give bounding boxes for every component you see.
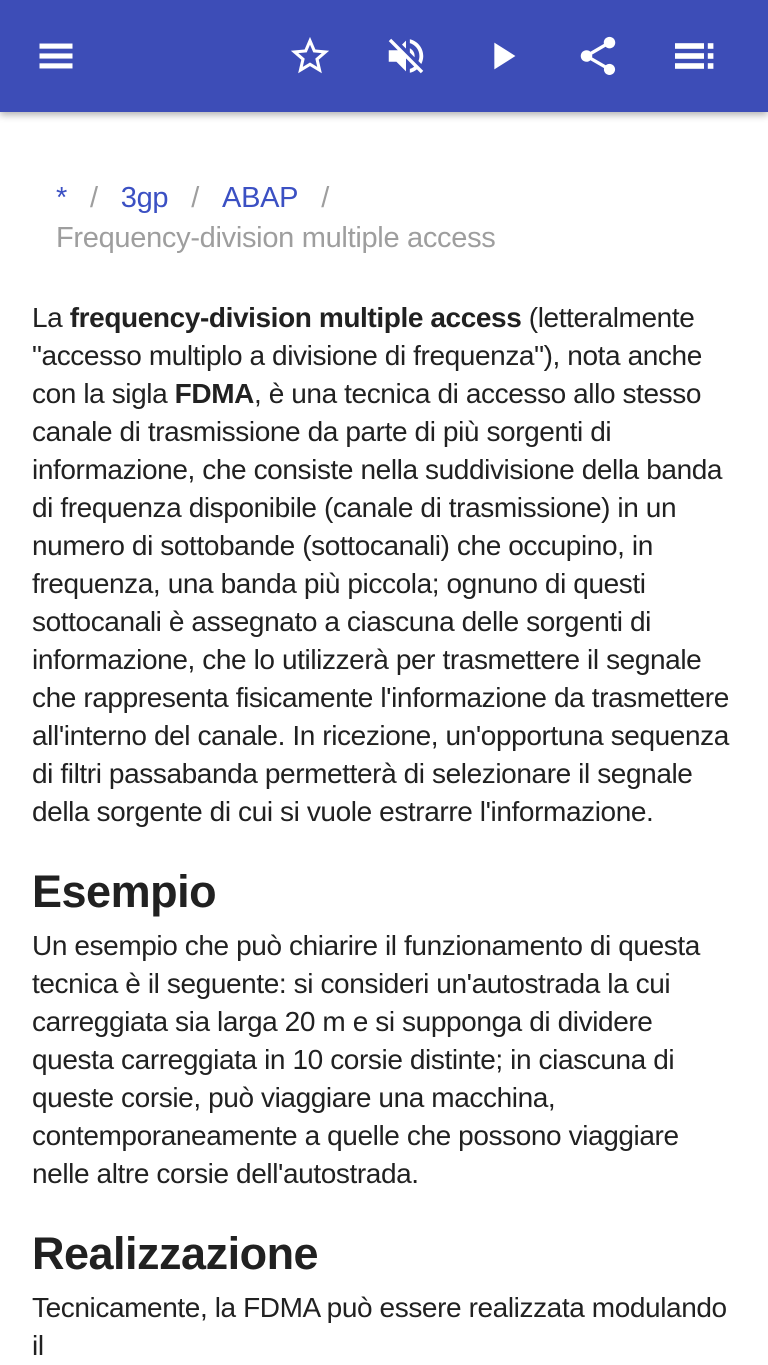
section-paragraph-realizzazione: Tecnicamente, la FDMA può essere realizzata modulando il [32,1292,727,1361]
menu-icon [34,34,78,78]
breadcrumb [56,182,738,215]
menu-button[interactable] [34,34,78,78]
text-run: La [32,302,70,333]
breadcrumb-separator: / [321,182,329,214]
section-paragraph-esempio: Un esempio che può chiarire il funzionamento di questa tecnica è il seguente: si consideri un'autostrada la cui carreggiata sia larga 20 m e si supponga di dividere questa carreggiata in 10 corsie distinte; in ciascuna di queste corsie, può viaggiare una macchina, contemporaneamente a quelle che possono viaggiare nelle altre corsie dell'autostrada. [32,930,700,1189]
reading-list-button[interactable] [672,34,716,78]
play-icon [479,33,525,79]
section-heading-realizzazione: Realizzazione [32,1228,319,1279]
bold-term: frequency-division multiple access [69,302,522,333]
play-button[interactable] [480,34,524,78]
breadcrumb-separator: / [90,182,98,214]
text-run: , è una tecnica di accesso allo stesso canale di trasmissione da parte di più sorgenti di informazione, che consiste nella suddivisione della banda di frequenza disponibile (canale di trasmissione) in un numero di sottobande (sottocanali) che occupino, in frequenza, una banda più piccola; ognuno di questi sottocanali è assegnato a ciascuna delle sorgenti di informazione, che lo utilizzerà per trasmettere il segnale che rappresenta fisicamente l'informazione da trasmettere all'interno del canale. In ricezione, un'opportuna sequenza di filtri passabanda permetterà di selezionare il segnale della sorgente di cui si vuole estrarre l'informazione. [32,378,729,827]
app-bar [0,0,768,112]
breadcrumb-link-root[interactable]: * [56,182,67,214]
breadcrumb-link-3gp[interactable]: 3gp [120,182,169,214]
breadcrumb-link-abap[interactable]: ABAP [222,182,299,214]
text-run: (letteralmente "accesso multiplo a divisione di frequenza"), nota anche con la sigla [32,302,702,409]
page-title: Frequency-division multiple access [56,222,496,254]
mute-button[interactable] [384,34,428,78]
toc-icon [670,32,718,80]
share-icon [575,33,621,79]
bold-term: FDMA [174,378,254,409]
volume-off-icon [383,33,429,79]
article-content [0,182,768,1365]
intro-paragraph [32,299,738,831]
section-heading-esempio: Esempio [32,866,217,917]
app-bar-actions [288,34,716,78]
share-button[interactable] [576,34,620,78]
star-outline-icon [287,33,333,79]
breadcrumb-separator: / [191,182,200,214]
favorite-button[interactable] [288,34,332,78]
